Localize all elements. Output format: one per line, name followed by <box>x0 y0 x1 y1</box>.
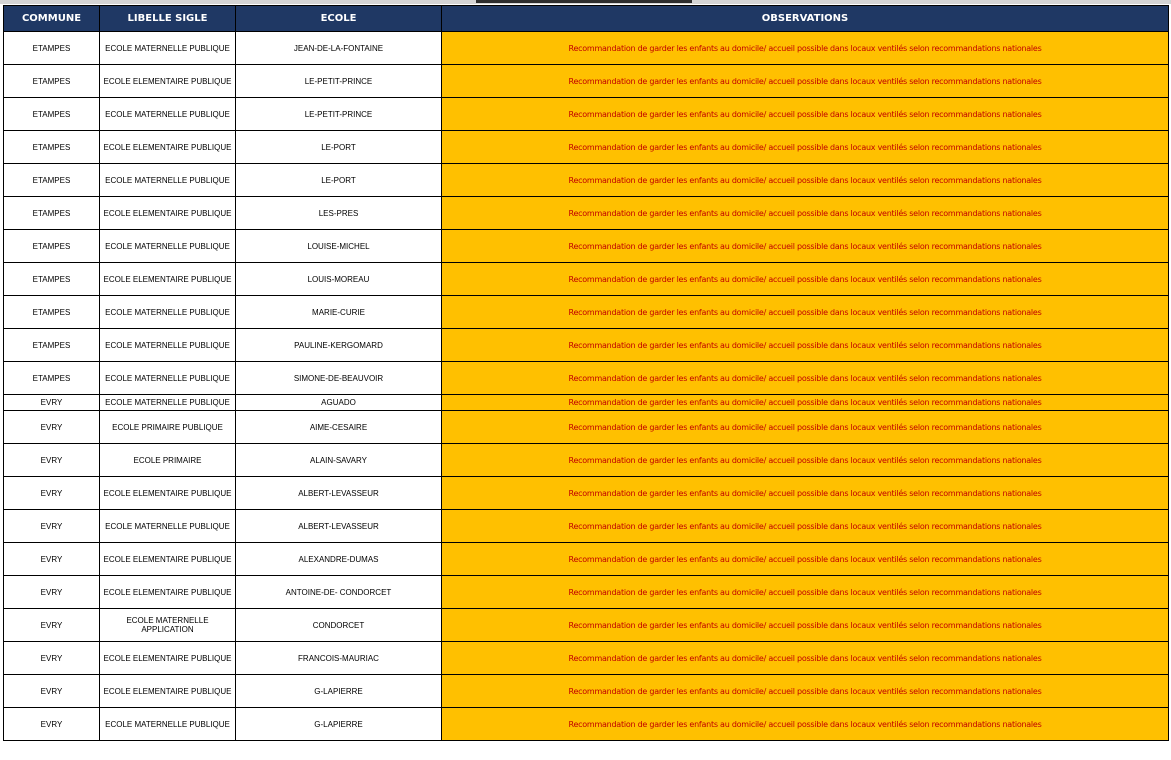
cell-observation[interactable]: Recommandation de garder les enfants au domicile/ accueil possible dans locaux ventilés selon recommandations nationales <box>442 411 1169 444</box>
cell-commune[interactable]: EVRY <box>4 395 100 411</box>
column-header-libelle-sigle[interactable]: LIBELLE SIGLE <box>100 6 236 32</box>
cell-libelle-sigle[interactable]: ECOLE MATERNELLE PUBLIQUE <box>100 296 236 329</box>
table-row <box>4 395 1169 411</box>
cell-commune[interactable]: EVRY <box>4 708 100 741</box>
cell-observation[interactable]: Recommandation de garder les enfants au domicile/ accueil possible dans locaux ventilés selon recommandations nationales <box>442 477 1169 510</box>
cell-ecole[interactable]: AIME-CESAIRE <box>236 411 442 444</box>
cell-observation[interactable]: Recommandation de garder les enfants au domicile/ accueil possible dans locaux ventilés selon recommandations nationales <box>442 675 1169 708</box>
table-row <box>4 329 1169 362</box>
cell-libelle-sigle[interactable]: ECOLE ELEMENTAIRE PUBLIQUE <box>100 263 236 296</box>
column-header-ecole[interactable]: ECOLE <box>236 6 442 32</box>
table-row <box>4 444 1169 477</box>
cell-libelle-sigle[interactable]: ECOLE MATERNELLE PUBLIQUE <box>100 708 236 741</box>
cell-observation[interactable]: Recommandation de garder les enfants au domicile/ accueil possible dans locaux ventilés selon recommandations nationales <box>442 708 1169 741</box>
cell-ecole[interactable]: LES-PRES <box>236 197 442 230</box>
cell-commune[interactable]: ETAMPES <box>4 263 100 296</box>
cell-commune[interactable]: ETAMPES <box>4 65 100 98</box>
cell-observation[interactable]: Recommandation de garder les enfants au domicile/ accueil possible dans locaux ventilés selon recommandations nationales <box>442 230 1169 263</box>
cell-ecole[interactable]: CONDORCET <box>236 609 442 642</box>
table-row <box>4 32 1169 65</box>
cell-ecole[interactable]: ALEXANDRE-DUMAS <box>236 543 442 576</box>
cell-commune[interactable]: EVRY <box>4 543 100 576</box>
cell-libelle-sigle[interactable]: ECOLE ELEMENTAIRE PUBLIQUE <box>100 65 236 98</box>
table-row <box>4 477 1169 510</box>
cell-commune[interactable]: EVRY <box>4 510 100 543</box>
cell-observation[interactable]: Recommandation de garder les enfants au domicile/ accueil possible dans locaux ventilés selon recommandations nationales <box>442 263 1169 296</box>
cell-commune[interactable]: ETAMPES <box>4 131 100 164</box>
cell-commune[interactable]: ETAMPES <box>4 296 100 329</box>
cell-libelle-sigle[interactable]: ECOLE ELEMENTAIRE PUBLIQUE <box>100 477 236 510</box>
cell-commune[interactable]: EVRY <box>4 444 100 477</box>
table-row <box>4 609 1169 642</box>
table-row <box>4 263 1169 296</box>
cell-commune[interactable]: ETAMPES <box>4 32 100 65</box>
table-row <box>4 642 1169 675</box>
table-row <box>4 675 1169 708</box>
cell-observation[interactable]: Recommandation de garder les enfants au domicile/ accueil possible dans locaux ventilés selon recommandations nationales <box>442 609 1169 642</box>
cell-libelle-sigle[interactable]: ECOLE ELEMENTAIRE PUBLIQUE <box>100 675 236 708</box>
cell-commune[interactable]: EVRY <box>4 477 100 510</box>
header-row <box>4 6 1169 32</box>
cell-ecole[interactable]: MARIE-CURIE <box>236 296 442 329</box>
cell-libelle-sigle[interactable]: ECOLE MATERNELLE PUBLIQUE <box>100 98 236 131</box>
table-row <box>4 543 1169 576</box>
cell-commune[interactable]: ETAMPES <box>4 329 100 362</box>
table-row <box>4 296 1169 329</box>
cell-libelle-sigle[interactable]: ECOLE ELEMENTAIRE PUBLIQUE <box>100 642 236 675</box>
table-row <box>4 131 1169 164</box>
cell-observation[interactable]: Recommandation de garder les enfants au domicile/ accueil possible dans locaux ventilés selon recommandations nationales <box>442 197 1169 230</box>
table-row <box>4 164 1169 197</box>
cell-observation[interactable]: Recommandation de garder les enfants au domicile/ accueil possible dans locaux ventilés selon recommandations nationales <box>442 164 1169 197</box>
column-header-observations[interactable]: OBSERVATIONS <box>442 6 1169 32</box>
cell-ecole[interactable]: LOUIS-MOREAU <box>236 263 442 296</box>
cell-observation[interactable]: Recommandation de garder les enfants au domicile/ accueil possible dans locaux ventilés selon recommandations nationales <box>442 543 1169 576</box>
table-row <box>4 362 1169 395</box>
cell-ecole[interactable]: LE-PETIT-PRINCE <box>236 98 442 131</box>
cell-observation[interactable]: Recommandation de garder les enfants au domicile/ accueil possible dans locaux ventilés selon recommandations nationales <box>442 131 1169 164</box>
cell-libelle-sigle[interactable]: ECOLE ELEMENTAIRE PUBLIQUE <box>100 543 236 576</box>
table-row <box>4 98 1169 131</box>
cell-ecole[interactable]: LE-PORT <box>236 164 442 197</box>
cell-commune[interactable]: EVRY <box>4 675 100 708</box>
cell-commune[interactable]: EVRY <box>4 576 100 609</box>
table-row <box>4 708 1169 741</box>
table-row <box>4 65 1169 98</box>
cell-ecole[interactable]: G-LAPIERRE <box>236 675 442 708</box>
cell-libelle-sigle[interactable]: ECOLE PRIMAIRE <box>100 444 236 477</box>
cell-observation[interactable]: Recommandation de garder les enfants au domicile/ accueil possible dans locaux ventilés selon recommandations nationales <box>442 576 1169 609</box>
cell-libelle-sigle[interactable]: ECOLE MATERNELLE PUBLIQUE <box>100 230 236 263</box>
cell-ecole[interactable]: AGUADO <box>236 395 442 411</box>
cell-observation[interactable]: Recommandation de garder les enfants au domicile/ accueil possible dans locaux ventilés selon recommandations nationales <box>442 510 1169 543</box>
cell-observation[interactable]: Recommandation de garder les enfants au domicile/ accueil possible dans locaux ventilés selon recommandations nationales <box>442 98 1169 131</box>
cell-commune[interactable]: ETAMPES <box>4 98 100 131</box>
table-row <box>4 197 1169 230</box>
cell-commune[interactable]: ETAMPES <box>4 164 100 197</box>
cell-observation[interactable]: Recommandation de garder les enfants au domicile/ accueil possible dans locaux ventilés selon recommandations nationales <box>442 32 1169 65</box>
cell-ecole[interactable]: ALAIN-SAVARY <box>236 444 442 477</box>
cell-observation[interactable]: Recommandation de garder les enfants au domicile/ accueil possible dans locaux ventilés selon recommandations nationales <box>442 642 1169 675</box>
cell-ecole[interactable]: ANTOINE-DE- CONDORCET <box>236 576 442 609</box>
scroll-tab-indicator[interactable] <box>476 0 692 3</box>
cell-ecole[interactable]: ALBERT-LEVASSEUR <box>236 477 442 510</box>
cell-ecole[interactable]: FRANCOIS-MAURIAC <box>236 642 442 675</box>
cell-commune[interactable]: EVRY <box>4 411 100 444</box>
table-body <box>4 32 1169 741</box>
cell-observation[interactable]: Recommandation de garder les enfants au domicile/ accueil possible dans locaux ventilés selon recommandations nationales <box>442 296 1169 329</box>
cell-observation[interactable]: Recommandation de garder les enfants au domicile/ accueil possible dans locaux ventilés selon recommandations nationales <box>442 444 1169 477</box>
cell-libelle-sigle[interactable]: ECOLE MATERNELLE PUBLIQUE <box>100 164 236 197</box>
cell-libelle-sigle[interactable]: ECOLE MATERNELLE PUBLIQUE <box>100 32 236 65</box>
cell-libelle-sigle[interactable]: ECOLE MATERNELLE PUBLIQUE <box>100 510 236 543</box>
cell-commune[interactable]: EVRY <box>4 642 100 675</box>
table-row <box>4 230 1169 263</box>
cell-ecole[interactable]: LE-PORT <box>236 131 442 164</box>
cell-commune[interactable]: ETAMPES <box>4 197 100 230</box>
cell-libelle-sigle[interactable]: ECOLE MATERNELLE PUBLIQUE <box>100 329 236 362</box>
cell-observation[interactable]: Recommandation de garder les enfants au domicile/ accueil possible dans locaux ventilés selon recommandations nationales <box>442 329 1169 362</box>
cell-ecole[interactable]: LE-PETIT-PRINCE <box>236 65 442 98</box>
column-header-commune[interactable]: COMMUNE <box>4 6 100 32</box>
cell-ecole[interactable]: LOUISE-MICHEL <box>236 230 442 263</box>
cell-commune[interactable]: ETAMPES <box>4 230 100 263</box>
cell-libelle-sigle[interactable]: ECOLE ELEMENTAIRE PUBLIQUE <box>100 131 236 164</box>
cell-commune[interactable]: EVRY <box>4 609 100 642</box>
cell-libelle-sigle[interactable]: ECOLE MATERNELLE APPLICATION <box>100 609 236 642</box>
cell-libelle-sigle[interactable]: ECOLE ELEMENTAIRE PUBLIQUE <box>100 197 236 230</box>
table-row <box>4 411 1169 444</box>
cell-ecole[interactable]: G-LAPIERRE <box>236 708 442 741</box>
table-row <box>4 576 1169 609</box>
cell-observation[interactable]: Recommandation de garder les enfants au domicile/ accueil possible dans locaux ventilés selon recommandations nationales <box>442 395 1169 411</box>
cell-libelle-sigle[interactable]: ECOLE MATERNELLE PUBLIQUE <box>100 362 236 395</box>
cell-ecole[interactable]: JEAN-DE-LA-FONTAINE <box>236 32 442 65</box>
cell-ecole[interactable]: SIMONE-DE-BEAUVOIR <box>236 362 442 395</box>
cell-observation[interactable]: Recommandation de garder les enfants au domicile/ accueil possible dans locaux ventilés selon recommandations nationales <box>442 362 1169 395</box>
cell-commune[interactable]: ETAMPES <box>4 362 100 395</box>
cell-observation[interactable]: Recommandation de garder les enfants au domicile/ accueil possible dans locaux ventilés selon recommandations nationales <box>442 65 1169 98</box>
cell-libelle-sigle[interactable]: ECOLE PRIMAIRE PUBLIQUE <box>100 411 236 444</box>
cell-ecole[interactable]: ALBERT-LEVASSEUR <box>236 510 442 543</box>
table-row <box>4 510 1169 543</box>
schools-table <box>3 5 1169 741</box>
cell-libelle-sigle[interactable]: ECOLE ELEMENTAIRE PUBLIQUE <box>100 576 236 609</box>
cell-ecole[interactable]: PAULINE-KERGOMARD <box>236 329 442 362</box>
cell-libelle-sigle[interactable]: ECOLE MATERNELLE PUBLIQUE <box>100 395 236 411</box>
